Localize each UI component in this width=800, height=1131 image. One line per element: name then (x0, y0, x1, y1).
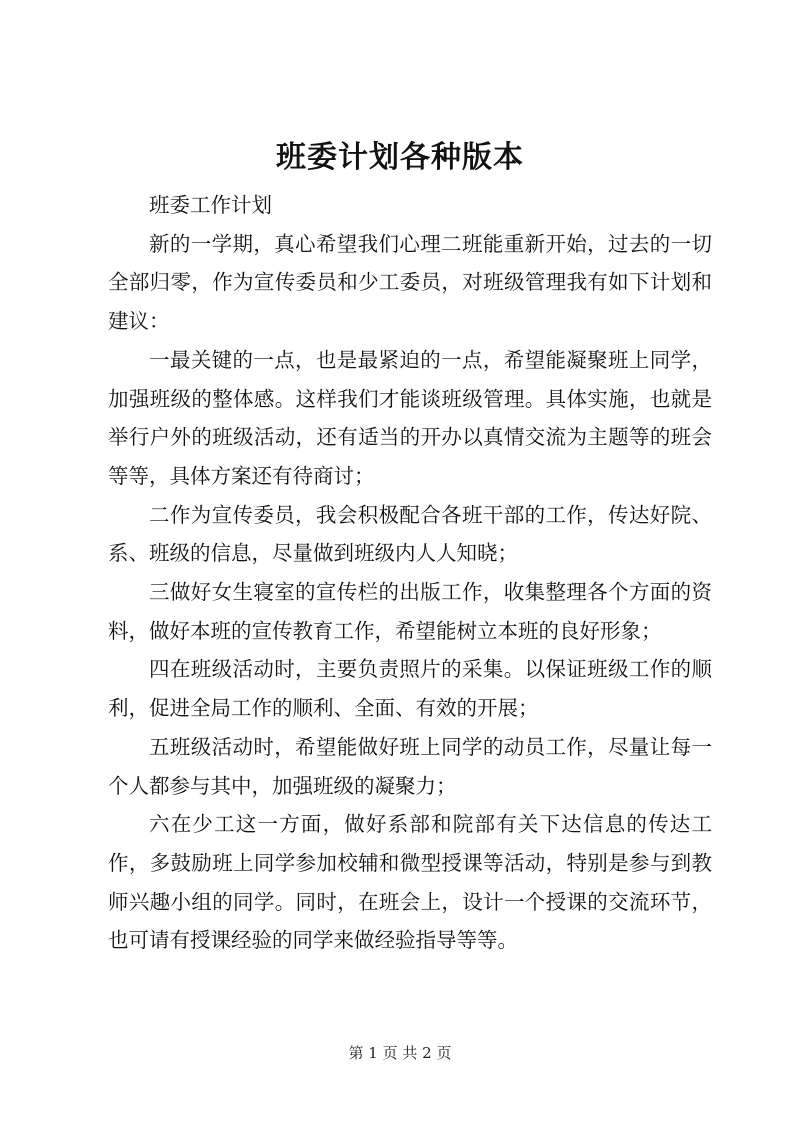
page-number-footer: 第 1 页 共 2 页 (348, 1044, 452, 1062)
paragraph-item-5: 五班级活动时，希望能做好班上同学的动员工作，尽量让每一个人都参与其中，加强班级的凝聚力； (108, 734, 712, 798)
document-body (108, 186, 712, 960)
paragraph-item-2: 二作为宣传委员，我会积极配合各班干部的工作，传达好院、系、班级的信息，尽量做到班级内人人知晓； (108, 502, 712, 566)
paragraph-item-4: 四在班级活动时，主要负责照片的采集。以保证班级工作的顺利，促进全局工作的顺利、全面、有效的开展； (108, 657, 712, 721)
paragraph-item-6: 六在少工这一方面，做好系部和院部有关下达信息的传达工作，多鼓励班上同学参加校辅和微型授课等活动，特别是参与到教师兴趣小组的同学。同时，在班会上，设计一个授课的交流环节，也可请有授课经验的同学来做经验指导等等。 (108, 812, 712, 953)
paragraph-intro: 新的一学期，真心希望我们心理二班能重新开始，过去的一切全部归零，作为宣传委员和少工委员，对班级管理我有如下计划和建议： (108, 231, 712, 334)
document-title: 班委计划各种版本 (276, 140, 524, 175)
paragraph-item-1: 一最关键的一点，也是最紧迫的一点，希望能凝聚班上同学，加强班级的整体感。这样我们才能谈班级管理。具体实施，也就是举行户外的班级活动，还有适当的开办以真情交流为主题等的班会等等，具体方案还有待商讨； (108, 347, 712, 488)
paragraph-item-3: 三做好女生寝室的宣传栏的出版工作，收集整理各个方面的资料，做好本班的宣传教育工作，希望能树立本班的良好形象； (108, 580, 712, 643)
paragraph-subtitle: 班委工作计划 (149, 193, 272, 217)
